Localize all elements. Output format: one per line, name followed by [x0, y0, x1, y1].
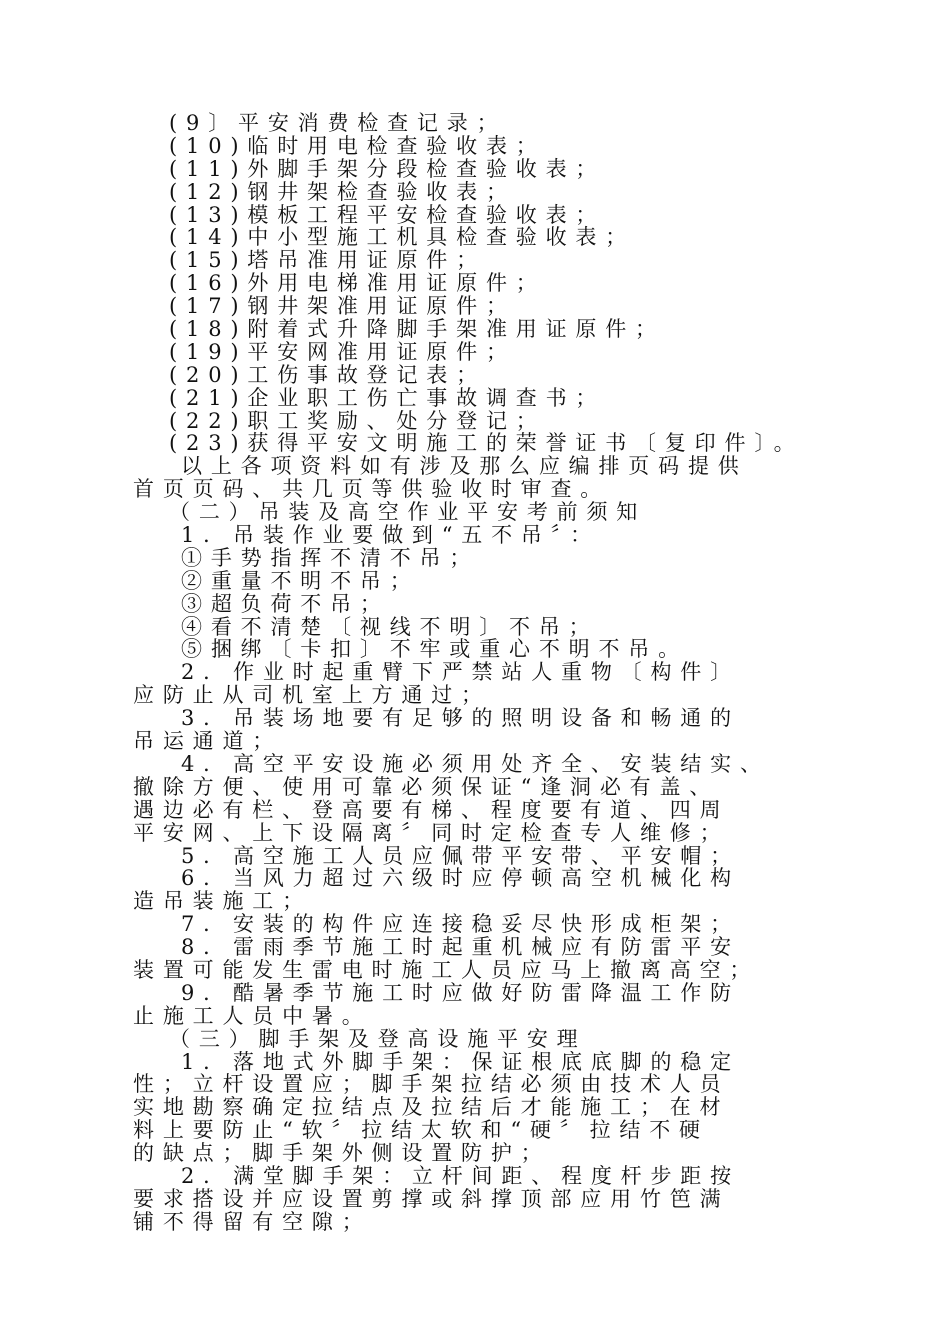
text-line: （二）吊装及高空作业平安考前须知 — [169, 500, 647, 525]
text-line: 4．高空平安设施必须用处齐全、安装结实、 — [181, 751, 770, 776]
text-line: (15)塔吊准用证原件； — [169, 248, 486, 273]
text-line: (22)职工奖励、处分登记； — [169, 408, 546, 433]
text-line: 平安网、上下设隔离〞同时定检查专人维修； — [133, 820, 730, 845]
text-line: 铺不得留有空隙； — [133, 1209, 372, 1234]
text-line: (13)模板工程平安检查验收表； — [169, 202, 606, 227]
text-line: ②重量不明不吊； — [181, 568, 420, 593]
text-line: 实地勘察确定拉结点及拉结后才能施工；在材 — [133, 1095, 730, 1120]
text-line: 3．吊装场地要有足够的照明设备和畅通的 — [181, 706, 740, 731]
text-line: ③超负荷不吊； — [181, 591, 390, 616]
document-body — [133, 112, 839, 1234]
text-line: (9〕平安消费检查记录； — [169, 111, 507, 135]
text-line: 6．当风力超过六级时应停顿高空机械化构 — [181, 866, 740, 891]
text-line: （三）脚手架及登高设施平安理 — [169, 1026, 587, 1051]
text-line: (21)企业职工伤亡事故调查书； — [169, 385, 606, 410]
text-line: ④看不清楚〔视线不明〕不吊； — [181, 614, 599, 639]
text-line: 要求搭设并应设置剪撑或斜撑顶部应用竹笆满 — [133, 1186, 730, 1211]
text-line: ①手势指挥不清不吊； — [181, 545, 480, 570]
text-line: (16)外用电梯准用证原件； — [169, 271, 546, 296]
text-line: (20)工伤事故登记表； — [169, 362, 486, 387]
text-line: 以上各项资料如有涉及那么应编排页码提供 — [181, 454, 748, 479]
text-line: (18)附着式升降脚手架准用证原件； — [169, 317, 665, 342]
text-line: 应防止从司机室上方通过； — [133, 683, 491, 708]
text-line: 装置可能发生雷电时施工人员应马上撤离高空； — [133, 957, 760, 982]
text-line: 性；立杆设置应；脚手架拉结必须由技术人员 — [133, 1072, 730, 1097]
text-line: (11)外脚手架分段检查验收表； — [169, 156, 606, 181]
text-line: 9．酷暑季节施工时应做好防雷降温工作防 — [181, 980, 740, 1005]
text-line: 首页页码、共几页等供验收时审查。 — [133, 477, 611, 502]
text-line: (17)钢井架准用证原件； — [169, 294, 516, 319]
text-line: 撤除方便、使用可靠必须保证“逢洞必有盖、 — [133, 774, 720, 799]
text-line: (23)获得平安文明施工的荣誉证书〔复印件〕。 — [169, 431, 804, 456]
text-line: 1．吊装作业要做到“五不吊〞： — [181, 523, 600, 548]
text-line: 止施工人员中暑。 — [133, 1003, 372, 1028]
text-line: 1．落地式外脚手架：保证根底底脚的稳定 — [181, 1049, 740, 1074]
text-line: (12)钢井架检查验收表； — [169, 179, 516, 204]
text-line: 8．雷雨季节施工时起重机械应有防雷平安 — [181, 935, 740, 960]
text-line: 5．高空施工人员应佩带平安带、平安帽； — [181, 843, 740, 868]
text-line: (14)中小型施工机具检查验收表； — [169, 225, 636, 250]
text-line: 2．满堂脚手架：立杆间距、程度杆步距按 — [181, 1163, 740, 1188]
text-line: (19)平安网准用证原件； — [169, 339, 516, 364]
text-line: 造吊装施工； — [133, 889, 312, 914]
text-line: ⑤捆绑〔卡扣〕不牢或重心不明不吊。 — [181, 637, 688, 662]
text-line: 2．作业时起重臂下严禁站人重物〔构件〕 — [181, 660, 740, 685]
text-line: 吊运通道； — [133, 729, 283, 754]
text-line: 料上要防止“软〞拉结太软和“硬〞拉结不硬 — [133, 1118, 709, 1143]
text-line: 遇边必有栏、登高要有梯、程度要有道、四周 — [133, 797, 730, 822]
text-line: 7．安装的构件应连接稳妥尽快形成柜架； — [181, 912, 740, 937]
text-line: 的缺点；脚手架外侧设置防护； — [133, 1141, 551, 1166]
text-line: (10)临时用电检查验收表； — [169, 133, 546, 158]
